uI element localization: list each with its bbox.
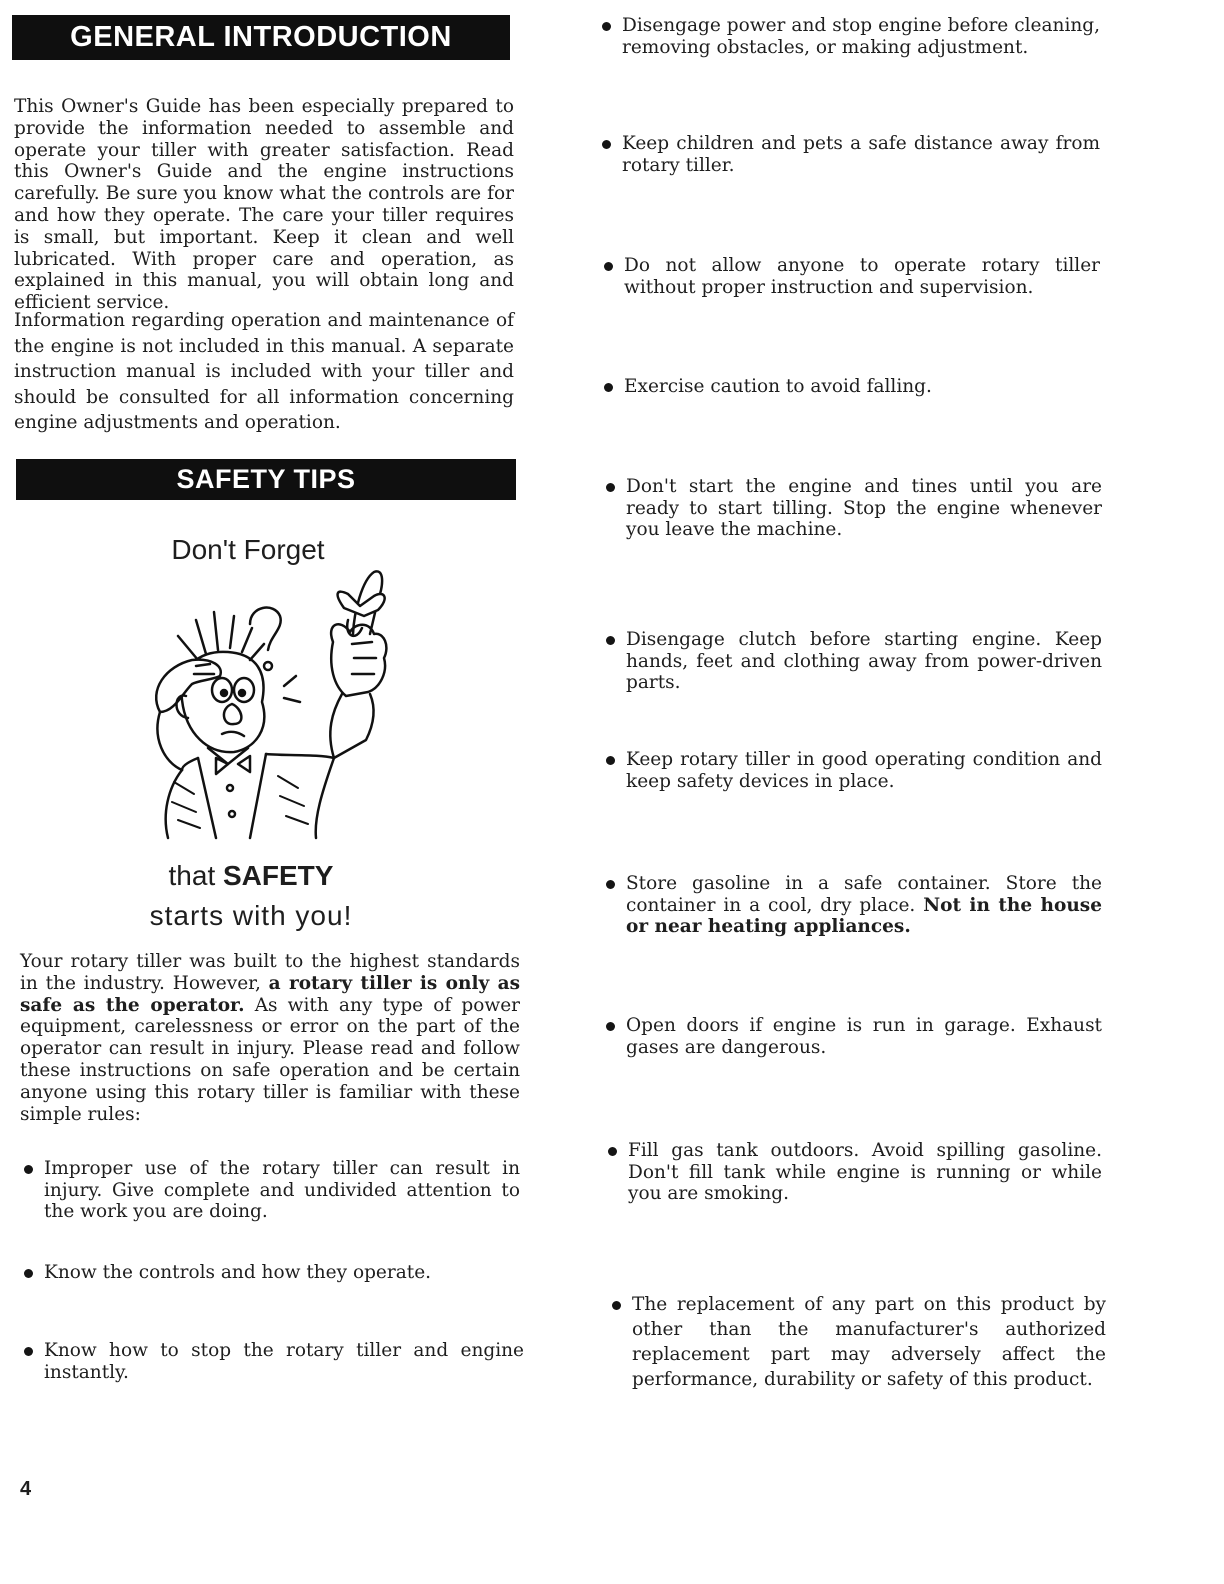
safety-tips-heading: SAFETY TIPS <box>16 459 516 500</box>
dont-forget-caption: Don't Forget <box>171 534 325 565</box>
safety-tip-text: Keep rotary tiller in good operating condition and keep safety devices in place. <box>626 749 1102 792</box>
safety-tip-text: Fill gas tank outdoors. Avoid spilling gasoline. Don't fill tank while engine is running or while you are smoking. <box>628 1140 1102 1204</box>
safety-tip-text: Do not allow anyone to operate rotary tiller without proper instruction and supervision. <box>624 255 1100 298</box>
intro-paragraph-2: Information regarding operation and maintenance of the engine is not included in this manual. A separate instruction manual is included with your tiller and should be consulted for all information concerning engine adjustments and operation. <box>14 310 514 433</box>
safety-tip-text: Keep children and pets a safe distance away from rotary tiller. <box>622 133 1100 176</box>
safety-tip-text: Know the controls and how they operate. <box>44 1262 432 1283</box>
safety-tip-item <box>604 255 1100 303</box>
safety-tip-item <box>606 873 1102 943</box>
safety-tip-item <box>606 749 1102 797</box>
that-word: that <box>168 860 216 891</box>
safety-tip-item <box>24 1262 520 1287</box>
safety-intro-post: As with any type of power equipment, carelessness or error on the part of the operator can result in injury. Please read and follow these instructions on safe operation and be certain anyone using this rotary tiller is familiar with these simple rules: <box>20 994 520 1125</box>
safety-tip-text: Improper use of the rotary tiller can result in injury. Give complete and undivided attention to the work you are doing. <box>44 1158 520 1222</box>
general-introduction-heading: GENERAL INTRODUCTION <box>12 15 510 60</box>
safety-tip-text <box>626 873 1102 938</box>
starts-with-you-caption: starts with you! <box>149 900 353 931</box>
safety-tip-text: Disengage power and stop engine before cleaning, removing obstacles, or making adjustment. <box>622 15 1100 58</box>
safety-tip-item <box>612 1292 1106 1392</box>
safety-tip-item <box>606 1015 1102 1063</box>
safety-tip-text: Know how to stop the rotary tiller and engine instantly. <box>44 1340 524 1383</box>
bullet-icon <box>24 1269 33 1278</box>
safety-intro-bold: a rotary tiller is only as safe as the operator. <box>20 972 520 1016</box>
bullet-icon <box>606 483 615 492</box>
safety-tip-text: Open doors if engine is run in garage. Exhaust gases are dangerous. <box>626 1015 1102 1058</box>
safety-word: SAFETY <box>223 860 334 891</box>
intro-paragraph-1: This Owner's Guide has been especially prepared to provide the information needed to assemble and operate your tiller with greater satisfaction. Read this Owner's Guide and the engine instructions carefully. Be sure you know what the controls are for and how they operate. The care your tiller requires is small, but important. Keep it clean and well lubricated. With proper care and operation, as explained in this manual, you will obtain long and efficient service. <box>14 96 514 314</box>
bullet-icon <box>604 383 613 392</box>
safety-tip-item <box>602 15 1100 63</box>
safety-tip-item <box>606 476 1102 546</box>
safety-tip-text: The replacement of any part on this product by other than the manufacturer's authorized replacement part may adversely affect the performance, durability or safety of this product. <box>632 1294 1106 1390</box>
safety-tip-item <box>24 1158 520 1228</box>
that-safety-caption <box>16 860 486 892</box>
safety-tip-item <box>606 629 1102 693</box>
bullet-icon <box>612 1301 621 1310</box>
safety-tip-text: Exercise caution to avoid falling. <box>624 376 932 397</box>
bullet-icon <box>602 22 611 31</box>
gasoline-tip-bold: Not in the house or near heating appliances. <box>626 894 1102 937</box>
bullet-icon <box>24 1347 33 1356</box>
safety-tip-item <box>608 1140 1102 1210</box>
bullet-icon <box>24 1165 33 1174</box>
safety-intro-pre: Your rotary tiller was built to the highest standards in the industry. However, <box>20 951 520 994</box>
page-number: 4 <box>20 1478 32 1500</box>
gasoline-tip-pre: Store gasoline in a safe container. Store the container in a cool, dry place. <box>626 873 1102 916</box>
bullet-icon <box>606 1022 615 1031</box>
worried-man-illustration <box>138 562 400 842</box>
safety-tip-text: Disengage clutch before starting engine. Keep hands, feet and clothing away from power-driven parts. <box>626 629 1102 693</box>
bullet-icon <box>606 756 615 765</box>
safety-tip-item <box>604 376 1100 401</box>
bullet-icon <box>608 1147 617 1156</box>
bullet-icon <box>606 880 615 889</box>
bullet-icon <box>604 262 613 271</box>
safety-tip-text: Don't start the engine and tines until you are ready to start tilling. Stop the engine whenever you leave the machine. <box>626 476 1102 540</box>
safety-tip-item <box>602 133 1100 181</box>
safety-intro-paragraph <box>20 951 520 1125</box>
bullet-icon <box>602 140 611 149</box>
bullet-icon <box>606 636 615 645</box>
safety-tip-item <box>24 1340 524 1388</box>
